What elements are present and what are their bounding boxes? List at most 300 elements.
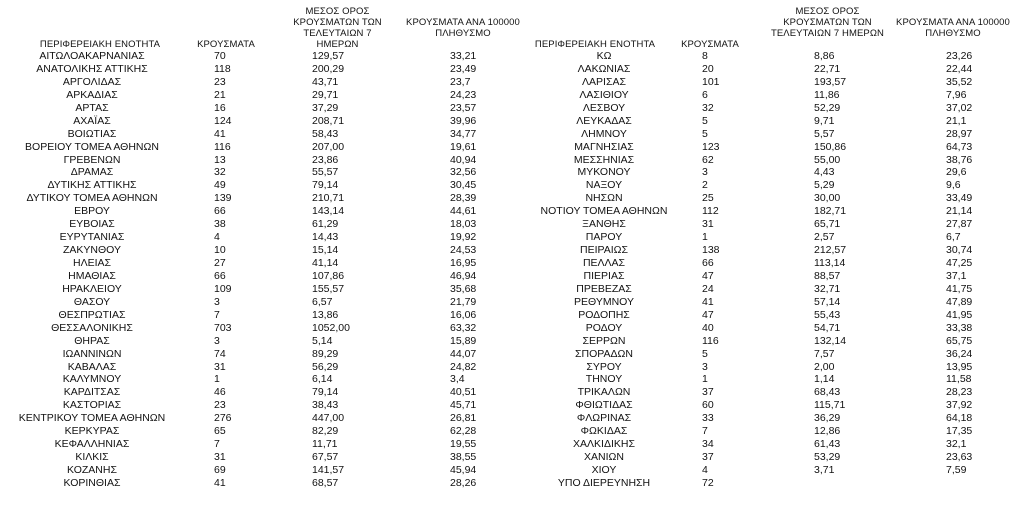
cell-avg7: 141,57 (312, 464, 345, 476)
cell-cases: 66 (702, 257, 714, 269)
cell-region: ΣΠΟΡΑΔΩΝ (575, 347, 633, 360)
cell-cases: 1 (702, 373, 708, 386)
cell-per100k: 23,7 (450, 75, 471, 88)
cell-region: ΘΕΣΠΡΩΤΙΑΣ (58, 308, 126, 321)
table-row (0, 257, 512, 270)
cell-region: ΡΟΔΟΥ (585, 321, 623, 334)
table-row (512, 348, 1024, 361)
cell-cases: 1 (702, 231, 708, 244)
table-row (0, 128, 512, 141)
table-row (512, 335, 1024, 348)
cell-per100k: 9,6 (946, 179, 961, 192)
cell-region: ΘΕΣΣΑΛΟΝΙΚΗΣ (51, 321, 133, 334)
cell-per100k: 16,95 (450, 257, 477, 269)
cell-avg7: 4,43 (814, 166, 835, 179)
cell-per100k: 32,1 (946, 438, 967, 451)
cell-per100k: 19,61 (450, 140, 477, 153)
cell-region: ΚΑΛΥΜΝΟΥ (62, 373, 122, 386)
cell-per100k: 22,44 (946, 62, 973, 75)
cell-avg7: 115,71 (814, 399, 846, 412)
cell-cases: 38 (214, 218, 226, 231)
cell-per100k: 3,4 (450, 373, 465, 386)
cell-cases: 8 (702, 50, 708, 62)
cell-cases: 41 (214, 127, 226, 140)
cell-per100k: 16,06 (450, 308, 477, 321)
cell-per100k: 21,79 (450, 295, 477, 308)
cell-avg7: 212,57 (814, 244, 847, 257)
cell-per100k: 46,94 (450, 269, 477, 282)
cell-cases: 21 (214, 88, 226, 101)
cell-per100k: 6,7 (946, 231, 961, 244)
cell-region: ΣΕΡΡΩΝ (582, 334, 626, 347)
cell-region: ΡΕΘΥΜΝΟΥ (573, 295, 634, 308)
cell-cases: 109 (214, 282, 232, 295)
table-row (512, 373, 1024, 386)
cell-avg7: 43,71 (312, 75, 339, 88)
cell-cases: 4 (702, 464, 708, 476)
cell-avg7: 9,71 (814, 114, 835, 127)
cell-cases: 5 (702, 114, 708, 127)
cell-region: ΑΡΤΑΣ (75, 101, 109, 114)
cell-per100k: 64,18 (946, 412, 973, 425)
cell-per100k: 23,63 (946, 451, 973, 464)
cell-avg7: 107,86 (312, 269, 345, 282)
cell-cases: 23 (214, 399, 226, 412)
cell-avg7: 11,86 (814, 88, 840, 101)
cell-per100k: 47,89 (946, 295, 973, 308)
cell-region: ΒΟΡΕΙΟΥ ΤΟΜΕΑ ΑΘΗΝΩΝ (25, 140, 159, 153)
cell-avg7: 6,14 (312, 373, 333, 386)
table-row (512, 451, 1024, 464)
cell-cases: 31 (214, 451, 226, 464)
cell-avg7: 132,14 (814, 334, 847, 347)
table-row (512, 309, 1024, 322)
cell-avg7: 79,14 (312, 386, 339, 399)
cell-cases: 3 (214, 334, 220, 347)
cell-region: ΛΕΣΒΟΥ (582, 101, 626, 114)
cell-region: ΠΕΛΛΑΣ (582, 257, 626, 269)
table-row (0, 50, 512, 63)
cell-cases: 276 (214, 412, 232, 425)
cell-per100k: 62,28 (450, 425, 477, 438)
cell-region: ΠΑΡΟΥ (585, 231, 623, 244)
cell-region: ΑΝΑΤΟΛΙΚΗΣ ΑΤΤΙΚΗΣ (36, 62, 148, 75)
right-table (512, 50, 1024, 490)
cell-per100k: 45,94 (450, 464, 477, 476)
cell-cases: 7 (214, 308, 220, 321)
cell-avg7: 129,57 (312, 50, 345, 62)
table-row (512, 63, 1024, 76)
cell-avg7: 38,43 (312, 399, 339, 412)
table-row (0, 412, 512, 425)
cell-cases: 74 (214, 347, 226, 360)
cell-avg7: 113,14 (814, 257, 846, 269)
cell-cases: 2 (702, 179, 708, 192)
cell-cases: 47 (702, 308, 714, 321)
cell-region: ΤΗΝΟΥ (585, 373, 623, 386)
cell-region: ΜΥΚΟΝΟΥ (577, 166, 631, 179)
cell-cases: 138 (702, 244, 720, 257)
cell-cases: 7 (702, 425, 708, 438)
cell-cases: 46 (214, 386, 226, 399)
cell-avg7: 8,86 (814, 50, 835, 62)
cell-region: ΘΑΣΟΥ (73, 295, 111, 308)
cell-region: ΔΥΤΙΚΗΣ ΑΤΤΙΚΗΣ (47, 179, 137, 192)
cell-avg7: 1,14 (814, 373, 835, 386)
cell-per100k: 13,95 (946, 360, 973, 373)
cell-region: ΘΗΡΑΣ (74, 334, 110, 347)
table-row (512, 154, 1024, 167)
cell-cases: 72 (702, 476, 714, 489)
cell-region: ΡΟΔΟΠΗΣ (578, 308, 630, 321)
cell-avg7: 210,71 (312, 192, 345, 205)
cell-region: ΚΑΡΔΙΤΣΑΣ (63, 386, 121, 399)
cell-per100k: 23,26 (946, 50, 973, 62)
left-table (0, 50, 512, 490)
cell-cases: 65 (214, 425, 226, 438)
cell-per100k: 11,58 (946, 373, 972, 386)
cell-per100k: 30,45 (450, 179, 477, 192)
cell-region: ΗΡΑΚΛΕΙΟΥ (62, 282, 122, 295)
cell-region: ΚΕΝΤΡΙΚΟΥ ΤΟΜΕΑ ΑΘΗΝΩΝ (18, 412, 166, 425)
table-row (0, 89, 512, 102)
cell-region: ΚΕΦΑΛΛΗΝΙΑΣ (54, 438, 130, 451)
table-row (0, 205, 512, 218)
cell-per100k: 28,26 (450, 476, 477, 489)
cell-avg7: 61,43 (814, 438, 841, 451)
cell-region: ΤΡΙΚΑΛΩΝ (577, 386, 631, 399)
cell-cases: 66 (214, 269, 226, 282)
cell-avg7: 143,14 (312, 205, 345, 218)
cell-per100k: 33,49 (946, 192, 973, 205)
cell-per100k: 29,6 (946, 166, 967, 179)
table-row (512, 166, 1024, 179)
cell-avg7: 61,29 (312, 218, 339, 231)
cell-avg7: 53,29 (814, 451, 841, 464)
cell-region: ΒΟΙΩΤΙΑΣ (67, 127, 117, 140)
cell-avg7: 208,71 (312, 114, 345, 127)
cell-cases: 66 (214, 205, 226, 218)
table-row (512, 477, 1024, 490)
cell-avg7: 79,14 (312, 179, 339, 192)
cell-region: ΥΠΟ ΔΙΕΡΕΥΝΗΣΗ (557, 476, 651, 489)
cell-region: ΛΕΥΚΑΔΑΣ (576, 114, 632, 127)
cell-region: ΧΑΝΙΩΝ (584, 451, 624, 464)
cell-per100k: 24,53 (450, 244, 477, 257)
cell-region: ΞΑΝΘΗΣ (582, 218, 626, 231)
cell-avg7: 14,43 (312, 231, 339, 244)
cell-avg7: 67,57 (312, 451, 339, 464)
cell-region: ΝΗΣΩΝ (585, 192, 623, 205)
cell-cases: 5 (702, 347, 708, 360)
cell-per100k: 44,61 (450, 205, 477, 218)
cell-avg7: 5,14 (312, 334, 333, 347)
cell-per100k: 41,75 (946, 282, 973, 295)
table-row (512, 438, 1024, 451)
cell-region: ΧΑΛΚΙΔΙΚΗΣ (573, 438, 635, 451)
cell-per100k: 15,89 (450, 334, 477, 347)
cell-per100k: 35,68 (450, 282, 477, 295)
cell-region: ΧΙΟΥ (591, 464, 617, 476)
cell-avg7: 207,00 (312, 140, 345, 153)
table-row (512, 231, 1024, 244)
cell-avg7: 2,00 (814, 360, 835, 373)
cell-cases: 116 (214, 140, 231, 153)
cell-cases: 31 (702, 218, 714, 231)
table-row (0, 218, 512, 231)
table-row (512, 464, 1024, 477)
cell-per100k: 17,35 (946, 425, 973, 438)
cell-cases: 62 (702, 153, 714, 166)
table-row (0, 154, 512, 167)
table-row (0, 361, 512, 374)
cell-region: ΚΟΖΑΝΗΣ (67, 464, 117, 476)
cell-region: ΦΘΙΩΤΙΔΑΣ (575, 399, 633, 412)
cell-per100k: 35,52 (946, 75, 973, 88)
cell-cases: 69 (214, 464, 226, 476)
cell-avg7: 15,14 (312, 244, 339, 257)
cell-cases: 112 (702, 205, 719, 218)
cell-region: ΔΡΑΜΑΣ (70, 166, 114, 179)
table-row (512, 102, 1024, 115)
table-row (0, 63, 512, 76)
cell-avg7: 182,71 (814, 205, 847, 218)
cell-cases: 70 (214, 50, 226, 62)
table-row (0, 386, 512, 399)
table-row (0, 166, 512, 179)
table-row (512, 179, 1024, 192)
cell-region: ΓΡΕΒΕΝΩΝ (63, 153, 121, 166)
cell-per100k: 7,59 (946, 464, 967, 476)
cell-cases: 25 (702, 192, 714, 205)
cell-cases: 40 (702, 321, 714, 334)
cell-region: ΝΑΞΟΥ (585, 179, 623, 192)
cell-region: ΚΩ (596, 50, 612, 62)
table-row (512, 257, 1024, 270)
table-row (0, 296, 512, 309)
cell-per100k: 23,49 (450, 62, 477, 75)
table-row (0, 231, 512, 244)
cell-cases: 20 (702, 62, 714, 75)
table-row (512, 205, 1024, 218)
cell-avg7: 58,43 (312, 127, 339, 140)
cell-avg7: 5,57 (814, 127, 835, 140)
cell-cases: 47 (702, 269, 714, 282)
cell-avg7: 155,57 (312, 282, 345, 295)
header-per100k-right: ΚΡΟΥΣΜΑΤΑ ΑΝΑ 100000 ΠΛΗΘΥΣΜΟ (896, 17, 1010, 39)
cell-region: ΝΟΤΙΟΥ ΤΟΜΕΑ ΑΘΗΝΩΝ (540, 205, 668, 218)
cell-per100k: 24,23 (450, 88, 477, 101)
cell-cases: 60 (702, 399, 714, 412)
table-row (512, 89, 1024, 102)
cell-cases: 5 (702, 127, 708, 140)
cell-per100k: 36,24 (946, 347, 973, 360)
table-row (512, 270, 1024, 283)
cell-per100k: 27,87 (946, 218, 973, 231)
cell-region: ΦΩΚΙΔΑΣ (580, 425, 628, 438)
table-row (512, 115, 1024, 128)
cell-region: ΦΛΩΡΙΝΑΣ (576, 412, 632, 425)
cell-region: ΜΑΓΝΗΣΙΑΣ (574, 140, 634, 153)
cell-avg7: 23,86 (312, 153, 339, 166)
cell-region: ΛΑΣΙΘΙΟΥ (579, 88, 629, 101)
cell-per100k: 44,07 (450, 347, 477, 360)
cell-per100k: 28,97 (946, 127, 973, 140)
table-row (0, 451, 512, 464)
cell-avg7: 2,57 (814, 231, 835, 244)
cell-per100k: 23,57 (450, 101, 477, 114)
table-row (0, 76, 512, 89)
cell-region: ΙΩΑΝΝΙΝΩΝ (62, 347, 122, 360)
cell-avg7: 12,86 (814, 425, 841, 438)
cell-avg7: 55,57 (312, 166, 339, 179)
cell-cases: 3 (702, 360, 708, 373)
cell-avg7: 7,57 (814, 347, 835, 360)
cell-avg7: 32,71 (814, 282, 841, 295)
cell-cases: 41 (214, 476, 226, 489)
cell-avg7: 37,29 (312, 101, 339, 114)
cell-avg7: 1052,00 (312, 321, 350, 334)
cell-per100k: 19,55 (450, 438, 477, 451)
cell-cases: 7 (214, 438, 220, 451)
cell-region: ΛΑΚΩΝΙΑΣ (577, 62, 631, 75)
table-row (512, 50, 1024, 63)
table-row (0, 309, 512, 322)
cell-cases: 13 (214, 153, 226, 166)
table-row (0, 322, 512, 335)
cell-per100k: 65,75 (946, 334, 973, 347)
cell-region: ΛΗΜΝΟΥ (581, 127, 627, 140)
table-row (0, 425, 512, 438)
table-row (512, 128, 1024, 141)
cell-per100k: 47,25 (946, 257, 973, 269)
cell-avg7: 193,57 (814, 75, 847, 88)
cell-avg7: 68,43 (814, 386, 841, 399)
cell-region: ΗΛΕΙΑΣ (72, 257, 111, 269)
table-row (512, 296, 1024, 309)
cell-per100k: 45,71 (450, 399, 477, 412)
cell-cases: 123 (702, 140, 720, 153)
cell-cases: 24 (702, 282, 714, 295)
cell-cases: 3 (214, 295, 220, 308)
cell-cases: 124 (214, 114, 232, 127)
table-row (512, 322, 1024, 335)
cell-region: ΑΡΚΑΔΙΑΣ (66, 88, 118, 101)
header-cases: ΚΡΟΥΣΜΑΤΑ (197, 39, 255, 50)
cell-avg7: 65,71 (814, 218, 841, 231)
cell-cases: 31 (214, 360, 226, 373)
cell-avg7: 13,86 (312, 308, 339, 321)
cell-cases: 6 (702, 88, 708, 101)
cell-region: ΛΑΡΙΣΑΣ (582, 75, 626, 88)
cell-cases: 27 (214, 257, 226, 269)
cell-cases: 37 (702, 451, 714, 464)
cell-avg7: 41,14 (312, 257, 339, 269)
header-region-right: ΠΕΡΙΦΕΡΕΙΑΚΗ ΕΝΟΤΗΤΑ (534, 39, 656, 50)
cell-avg7: 29,71 (312, 88, 339, 101)
table-row (0, 115, 512, 128)
table-row (512, 141, 1024, 154)
header-avg7: ΜΕΣΟΣ ΟΡΟΣ ΚΡΟΥΣΜΑΤΩΝ ΤΩΝ ΤΕΛΕΥΤΑΙΩΝ 7 ΗΜΕΡΩΝ (293, 6, 382, 50)
cell-avg7: 22,71 (814, 62, 841, 75)
cell-region: ΜΕΣΣΗΝΙΑΣ (573, 153, 635, 166)
cell-avg7: 52,29 (814, 101, 841, 114)
cell-region: ΑΙΤΩΛΟΑΚΑΡΝΑΝΙΑΣ (39, 50, 145, 62)
cell-per100k: 37,92 (946, 399, 973, 412)
cell-region: ΗΜΑΘΙΑΣ (68, 269, 116, 282)
cell-per100k: 21,14 (946, 205, 973, 218)
cell-avg7: 57,14 (814, 295, 841, 308)
cell-cases: 116 (702, 334, 719, 347)
header-region: ΠΕΡΙΦΕΡΕΙΑΚΗ ΕΝΟΤΗΤΑ (39, 39, 161, 50)
table-row (512, 218, 1024, 231)
table-row (512, 399, 1024, 412)
cell-per100k: 38,55 (450, 451, 477, 464)
cell-region: ΠΡΕΒΕΖΑΣ (576, 282, 632, 295)
cell-avg7: 447,00 (312, 412, 345, 425)
cell-per100k: 33,38 (946, 321, 973, 334)
cell-region: ΕΥΒΟΙΑΣ (69, 218, 115, 231)
cell-region: ΚΕΡΚΥΡΑΣ (64, 425, 120, 438)
cell-region: ΚΙΛΚΙΣ (75, 451, 109, 464)
cell-avg7: 5,29 (814, 179, 835, 192)
cell-avg7: 68,57 (312, 476, 339, 489)
table-row (0, 270, 512, 283)
table-row (512, 361, 1024, 374)
table-row (0, 464, 512, 477)
cell-cases: 3 (702, 166, 708, 179)
cell-avg7: 11,71 (312, 438, 338, 451)
table-row (0, 438, 512, 451)
cell-cases: 32 (702, 101, 714, 114)
cell-region: ΚΑΒΑΛΑΣ (67, 360, 117, 373)
table-row (0, 102, 512, 115)
cell-per100k: 39,96 (450, 114, 477, 127)
cell-cases: 33 (702, 412, 714, 425)
cell-avg7: 6,57 (312, 295, 333, 308)
cell-cases: 118 (214, 62, 231, 75)
cell-avg7: 56,29 (312, 360, 339, 373)
cell-avg7: 55,00 (814, 153, 841, 166)
cell-avg7: 55,43 (814, 308, 841, 321)
cell-region: ΑΡΓΟΛΙΔΑΣ (62, 75, 122, 88)
cell-cases: 32 (214, 166, 226, 179)
cell-per100k: 26,81 (450, 412, 477, 425)
cell-cases: 34 (702, 438, 714, 451)
cell-cases: 101 (702, 75, 720, 88)
cell-cases: 16 (214, 101, 226, 114)
table-row (0, 477, 512, 490)
cell-cases: 703 (214, 321, 232, 334)
cell-per100k: 7,96 (946, 88, 967, 101)
cell-avg7: 150,86 (814, 140, 847, 153)
cell-region: ΑΧΑΪΑΣ (73, 114, 111, 127)
cell-per100k: 28,39 (450, 192, 477, 205)
cell-cases: 41 (702, 295, 714, 308)
cell-per100k: 21,1 (946, 114, 967, 127)
cell-per100k: 24,82 (450, 360, 477, 373)
cell-region: ΚΑΣΤΟΡΙΑΣ (62, 399, 122, 412)
cell-region: ΕΥΡΥΤΑΝΙΑΣ (59, 231, 125, 244)
table-row (0, 399, 512, 412)
cell-per100k: 41,95 (946, 308, 973, 321)
cell-avg7: 30,00 (814, 192, 841, 205)
table-row (512, 283, 1024, 296)
table-row (512, 425, 1024, 438)
cell-cases: 10 (214, 244, 226, 257)
cell-cases: 23 (214, 75, 226, 88)
table-row (0, 192, 512, 205)
